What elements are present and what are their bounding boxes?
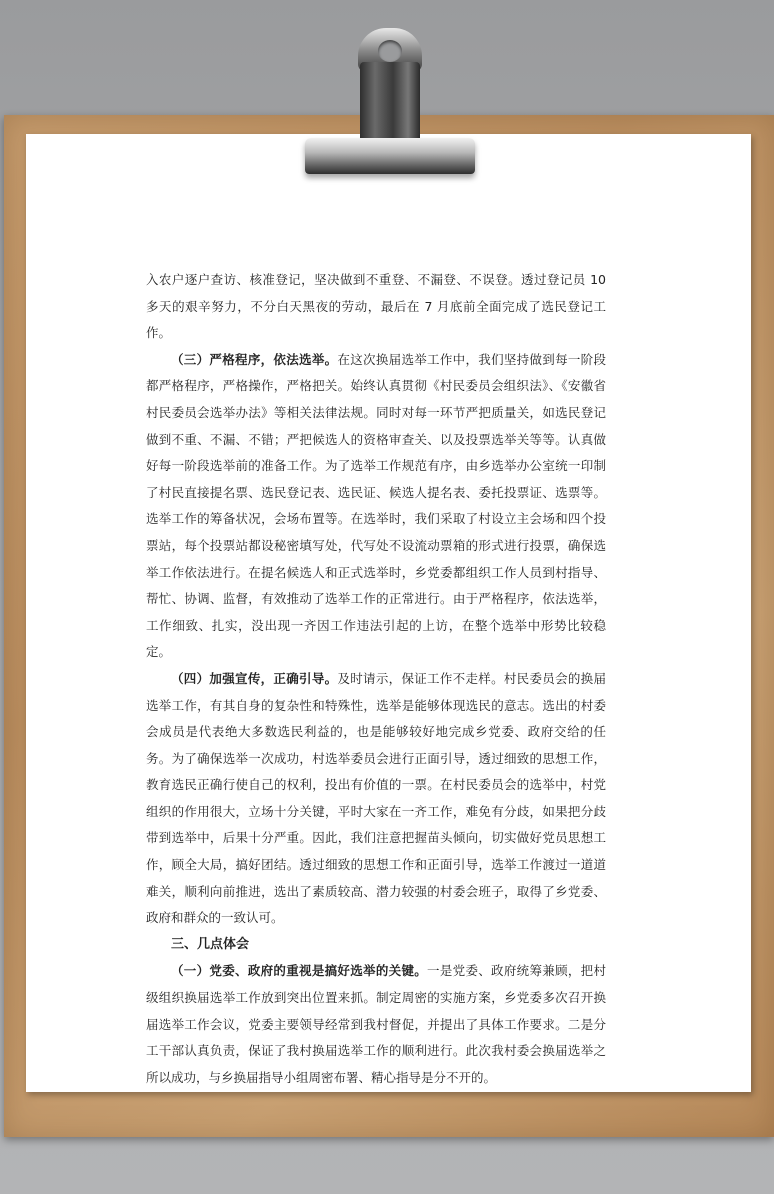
paragraph-lead: （一）党委、政府的重视是搞好选举的关键。 — [171, 963, 428, 979]
paragraph-text: 及时请示，保证工作不走样。村民委员会的换届选举工作，有其自身的复杂性和特殊性，选举是能够体现选民的意志。选出的村委会成员是代表绝大多数选民利益的，也是能够较好地完成乡党委、政府交给的任务。为了确保选举一次成功，村选举委员会进行正面引导，透过细致的思想工作，教育选民正确行使自己的权利，投出有价值的一票。在村民委员会的选举中，村党组织的作用很大，立场十分关键，平时大家在一齐工作，难免有分歧，如果把分歧带到选举中，后果十分严重。因此，我们注意把握苗头倾向，切实做好党员思想工作，顾全大局，搞好团结。透过细致的思想工作和正面引导，选举工作渡过一道道难关，顺利向前推进，选出了素质较高、潜力较强的村委会班子，取得了乡党委、政府和群众的一致认可。 — [146, 670, 606, 926]
paragraph-1 — [146, 267, 606, 347]
section-heading: 三、几点体会 — [171, 936, 250, 952]
paragraph-2 — [146, 347, 606, 666]
paragraph-text: 一是党委、政府统筹兼顾，把村级组织换届选举工作放到突出位置来抓。制定周密的实施方案，乡党委多次召开换届选举工作会议，党委主要领导经常到我村督促，并提出了具体工作要求。二是分工干部认真负责，保证了我村换届选举工作的顺利进行。此次我村委会换届选举之所以成功，与乡换届指导小组周密布署、精心指导是分不开的。 — [146, 963, 606, 1085]
paragraph-text: 在这次换届选举工作中，我们坚持做到每一阶段都严格程序，严格操作，严格把关。始终认真贯彻《村民委员会组织法》、《安徽省村民委员会选举办法》等相关法律法规。同时对每一环节严把质量关，如选民登记做到不重、不漏、不错；严把候选人的资格审查关、以及投票选举关等等。认真做好每一阶段选举前的准备工作。为了选举工作规范有序，由乡选举办公室统一印制了村民直接提名票、选民登记表、选民证、候选人提名表、委托投票证、选票等。选举工作的筹备状况，会场布置等。在选举时，我们采取了村设立主会场和四个投票站，每个投票站都设秘密填写处，代写处不设流动票箱的形式进行投票，确保选举工作依法进行。在提名候选人和正式选举时，乡党委都组织工作人员到村指导、帮忙、协调、监督，有效推动了选举工作的正常进行。由于严格程序，依法选举，工作细致、扎实，没出现一齐因工作违法引起的上访，在整个选举中形势比较稳定。 — [146, 351, 606, 660]
paragraph-3 — [146, 666, 606, 932]
binder-clip-icon — [305, 28, 475, 178]
document-body — [146, 267, 606, 1091]
paragraph-lead: （三）严格程序，依法选举。 — [171, 351, 338, 367]
clip-base — [305, 138, 475, 174]
paragraph-text: 入农户逐户查访、核准登记，坚决做到不重登、不漏登、不误登。透过登记员 10 多天的艰辛努力，不分白天黑夜的劳动，最后在 7 月底前全面完成了选民登记工作。 — [146, 272, 606, 341]
paragraph-lead: （四）加强宣传，正确引导。 — [171, 670, 338, 686]
paragraph-5 — [146, 958, 606, 1091]
